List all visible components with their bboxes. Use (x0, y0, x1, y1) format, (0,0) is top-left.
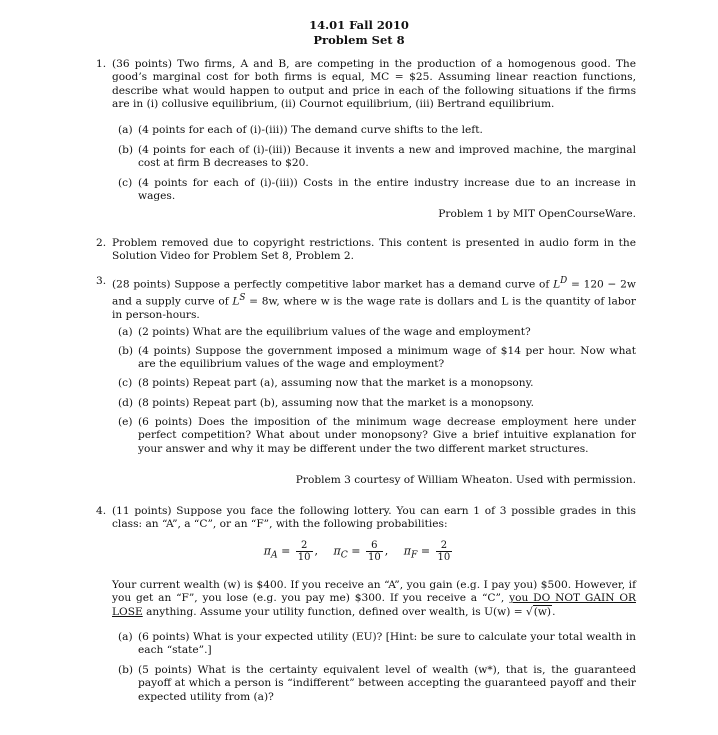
labor-demand-superscript: D (560, 276, 568, 286)
problem-3-number: 3. (96, 275, 107, 287)
problem-4a-label: (a) (118, 631, 133, 643)
problem-1-credit: Problem 1 by MIT OpenCourseWare. (438, 208, 636, 220)
problem-3-text (112, 275, 636, 322)
probability-a: $\pi_A$ = $\frac{2}{10}$ , (263, 540, 319, 563)
problem-3a-label: (a) (118, 326, 133, 338)
problem-1a-label: (a) (118, 124, 133, 136)
problem-3d-text: (8 points) Repeat part (b), assuming now that the market is a monopsony. (138, 397, 535, 409)
problem-3-text-part-3: = 8w, where w is the wage rate is dollars and L is the quantity of labor in person-hours. (112, 295, 636, 321)
problem-3-credit: Problem 3 courtesy of William Wheaton. Used with permission. (295, 474, 636, 486)
problem-3e-text: (6 points) Does the imposition of the minimum wage decrease employment here under perfect competition? What about under monopsony? Give a brief intuitive explanation for your answer and why it may be different under the two different market structures. (138, 416, 636, 455)
problem-4b-label: (b) (118, 664, 134, 676)
probability-f: $\pi_F$ = $\frac{2}{10}$ (403, 540, 451, 563)
problem-4-wealth-text-part-2: anything. Assume your utility function, defined over wealth, is U(w) = (142, 605, 526, 618)
problem-1a-text: (4 points for each of (i)-(iii)) The demand curve shifts to the left. (138, 124, 483, 136)
problem-4-number: 4. (96, 505, 107, 517)
problem-3b-label: (b) (118, 345, 134, 357)
problem-1c-text: (4 points for each of (i)-(iii)) Costs in the entire industry increase due to an increase in wages. (138, 177, 636, 203)
problem-3b-text: (4 points) Suppose the government imposed a minimum wage of $14 per hour. Now what are the equilibrium values of the wage and employment? (138, 345, 636, 371)
problem-3e-label: (e) (118, 416, 133, 428)
course-title: 14.01 Fall 2010 (309, 18, 409, 32)
problem-4-text: (11 points) Suppose you face the following lottery. You can earn 1 of 3 possible grades in this class: an “A”, a “C”, or an “F”, with the following probabilities: (112, 505, 636, 531)
problem-1c-label: (c) (118, 177, 133, 189)
square-root-expression: √(w) (525, 605, 552, 618)
problem-3a-text: (2 points) What are the equilibrium values of the wage and employment? (138, 326, 531, 338)
probability-c: $\pi_C$ = $\frac{6}{10}$ , (333, 540, 389, 563)
problem-3-text-part-1: (28 points) Suppose a perfectly competitive labor market has a demand curve of (112, 278, 554, 291)
problem-4-wealth-text (112, 579, 636, 619)
labor-supply-symbol: L (232, 295, 240, 308)
labor-supply-superscript: S (239, 292, 246, 303)
problem-4-wealth-text-part-3: . (552, 605, 556, 618)
problem-3c-label: (c) (118, 377, 133, 389)
problem-1-text: (36 points) Two firms, A and B, are competing in the production of a homogenous good. The good’s marginal cost for both firms is equal, MC = $25. Assuming linear reaction functions, describe what would happen to output and price in each of the following situations if the firms are in (i) collusive equilibrium, (ii) Cournot equilibrium, (iii) Bertrand equilibrium. (112, 58, 636, 111)
labor-demand-symbol: L (553, 278, 561, 291)
problem-2-text: Problem removed due to copyright restrictions. This content is presented in audio form in the Solution Video for Problem Set 8, Problem 2. (112, 237, 636, 263)
problem-2-number: 2. (96, 237, 107, 249)
probability-equations (0, 540, 718, 563)
problem-3-text-part-2: = 120 − 2w and a supply curve of (112, 278, 636, 308)
problem-4a-text: (6 points) What is your expected utility (EU)? [Hint: be sure to calculate your total wealth in each “state”.] (138, 631, 636, 657)
problem-set-title: Problem Set 8 (313, 33, 405, 47)
header (0, 18, 718, 48)
problem-4-wealth-text-part-1: Your current wealth (w) is $400. If you receive an “A”, you gain (e.g. I pay you) $500. However, if you get an “F”, you lose (e.g. you pay me) $300. If you receive a “C”, (112, 579, 636, 605)
problem-3d-label: (d) (118, 397, 134, 409)
problem-1b-label: (b) (118, 144, 134, 156)
problem-3c-text: (8 points) Repeat part (a), assuming now that the market is a monopsony. (138, 377, 534, 389)
problem-1b-text: (4 points for each of (i)-(iii)) Because it invents a new and improved machine, the marginal cost at firm B decreases to $20. (138, 144, 636, 170)
problem-1-number: 1. (96, 58, 107, 70)
problem-4b-text: (5 points) What is the certainty equivalent level of wealth (w*), that is, the guaranteed payoff at which a person is “indifferent” between accepting the guaranteed payoff and their expected utility from (a)? (138, 664, 636, 703)
no-gain-or-loss-underlined: you DO NOT GAIN OR LOSE (112, 592, 636, 618)
